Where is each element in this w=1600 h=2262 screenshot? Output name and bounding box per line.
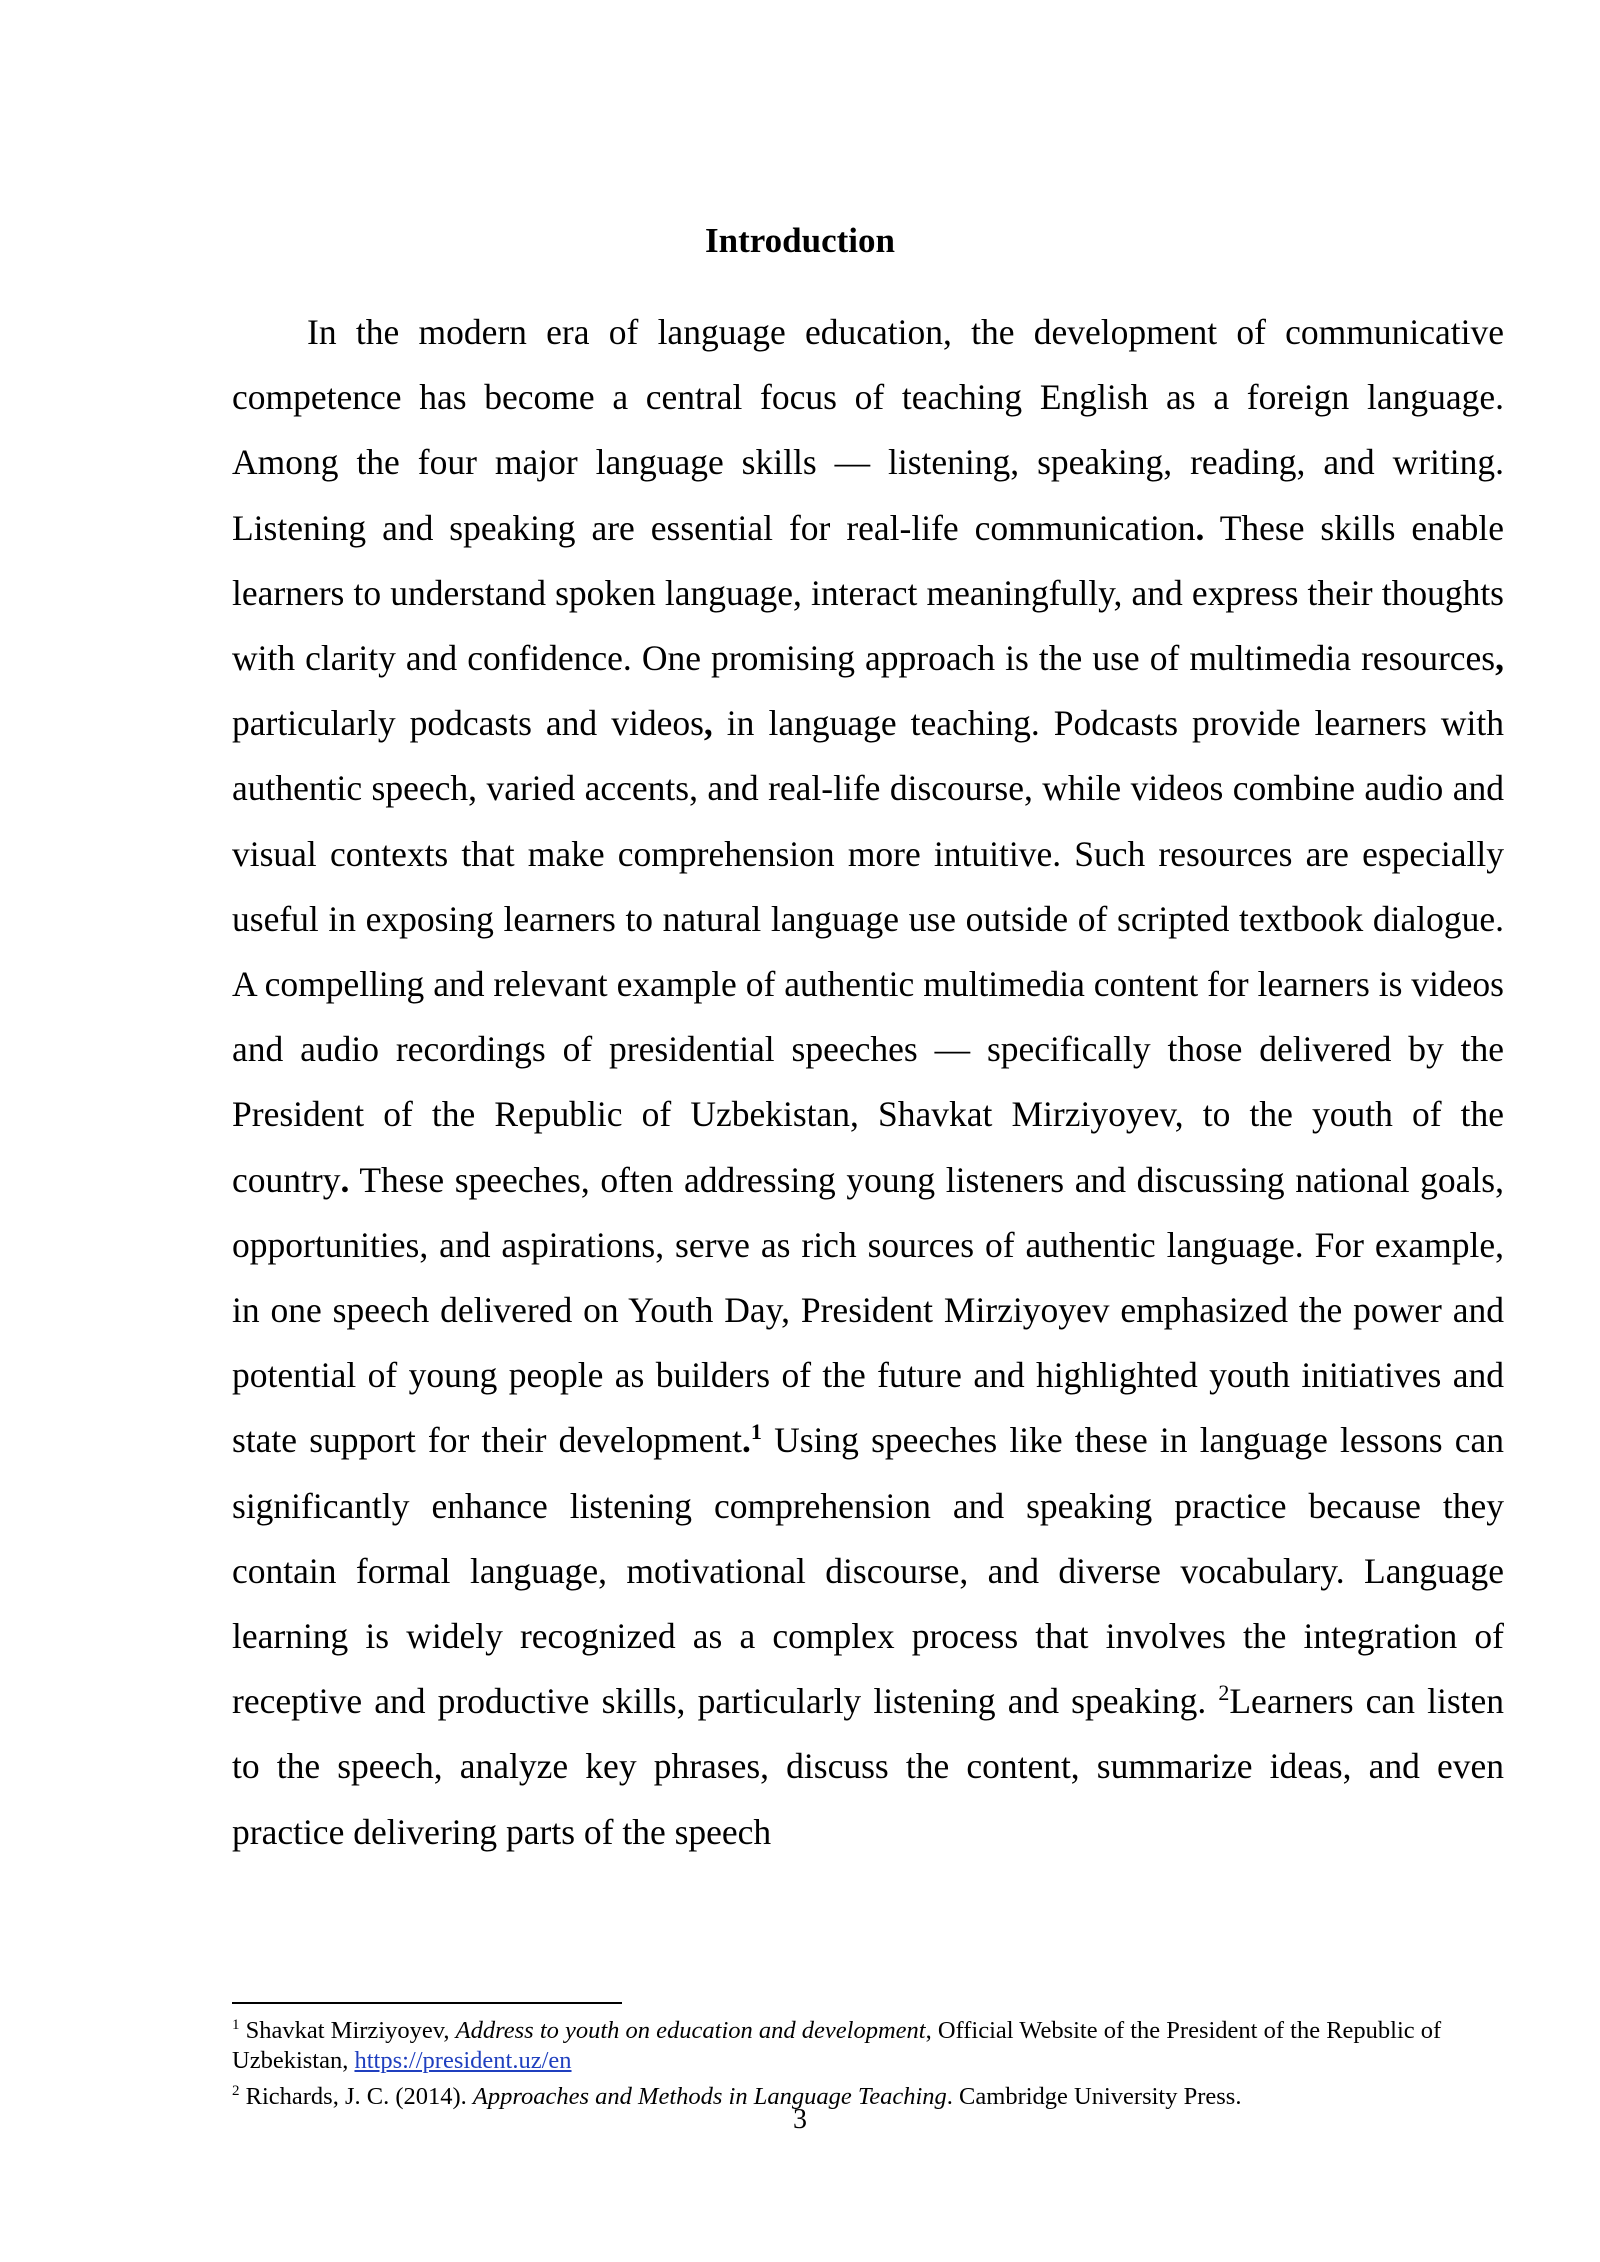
body-text-segment: particularly podcasts and videos	[232, 703, 704, 744]
bold-comma: ,	[1495, 638, 1504, 679]
body-text-segment: Learners can listen to the speech, analyze key phrases, discuss the content, summarize ideas, and even practice delivering parts of the speech	[232, 1681, 1505, 1852]
footnote-1	[232, 2010, 1504, 2076]
bold-period: .	[340, 1159, 350, 1200]
body-text-segment: Using speeches like these in language lessons can significantly enhance listening comprehension and speaking practice because they contain formal language, motivational discourse, and diverse vocabulary. Language learning is widely recognized as a complex process that involves the integration of receptive and productive skills, particularly listening and speaking.	[232, 1420, 1504, 1722]
footnotes	[232, 2010, 1504, 2112]
footnote-source: . Cambridge University Press.	[946, 2083, 1242, 2111]
body-text-segment: These speeches, often addressing young listeners and discussing national goals, opportunities, and aspirations, serve as rich sources of authentic language. For example, in one speech delivered on Youth Day, President Mirziyoyev emphasized the power and potential of young people as builders of the future and highlighted youth initiatives and state support for their development	[232, 1159, 1504, 1461]
footnote-author: Shavkat Mirziyoyev,	[239, 2017, 456, 2045]
body-text-segment: These skills enable learners to understand spoken language, interact meaningfully, and express their thoughts with clarity and confidence. One promising approach is the use of multimedia resources	[232, 507, 1504, 679]
body-text-segment: In the modern era of language education, the development of communicative competence has become a central focus of teaching English as a foreign language. Among the four major language skills — listening, speaking, reading, and writing. Listening and speaking are essential for real-life communication	[232, 312, 1504, 548]
footnote-reference-number: 1	[750, 1419, 762, 1445]
body-paragraph	[232, 300, 1504, 1865]
footnote-separator	[232, 2002, 622, 2004]
section-title: Introduction	[705, 221, 895, 260]
footnote-reference-2[interactable]: 2	[1218, 1680, 1230, 1706]
footnote-number: 1	[232, 2017, 240, 2033]
footnote-author: Richards, J. C. (2014).	[239, 2083, 473, 2111]
footnote-source: , Official Website of the President of the Republic of Uzbekistan,	[232, 2017, 1442, 2075]
footnote-link[interactable]: https://president.uz/en	[354, 2047, 572, 2075]
footnote-title: Address to youth on education and development	[455, 2017, 926, 2045]
footnote-number: 2	[232, 2083, 240, 2100]
bold-period: .	[1195, 507, 1205, 548]
bold-period: .	[742, 1420, 751, 1461]
footnote-title: Approaches and Methods in Language Teaching	[472, 2083, 947, 2111]
body-text-segment: in language teaching. Podcasts provide learners with authentic speech, varied accents, and real-life discourse, while videos combine audio and visual contexts that make comprehension more intuitive. Such resources are especially useful in exposing learners to natural language use outside of scripted textbook dialogue. A compelling and relevant example of authentic multimedia content for learners is videos and audio recordings of presidential speeches — specifically those delivered by the President of the Republic of Uzbekistan, Shavkat Mirziyoyev, to the youth of the country	[232, 703, 1504, 1200]
page-number: 3	[793, 2104, 807, 2135]
footnote-reference-1[interactable]	[751, 1420, 762, 1445]
bold-comma: ,	[703, 703, 713, 744]
